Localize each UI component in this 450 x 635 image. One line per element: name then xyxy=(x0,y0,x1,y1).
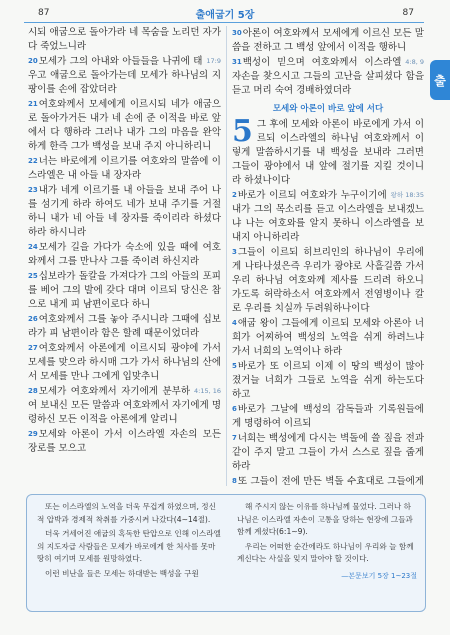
verse-text: 모세가 그의 아내와 아들들을 나귀에 태우고 애굽으로 돌아가는데 모세가 하나님의 지팡이를 손에 잡았더라 xyxy=(28,56,221,95)
verse-number: 8 xyxy=(232,477,237,485)
section-heading: 모세와 아론이 바로 앞에 서다 xyxy=(272,104,384,114)
verse-text: 너는 바로에게 이르기를 여호와의 말씀에 이스라엘은 내 아들 내 장자라 xyxy=(28,156,221,181)
verse xyxy=(28,183,221,240)
verse xyxy=(232,188,424,245)
commentary-box xyxy=(26,494,426,612)
verse-number: 22 xyxy=(28,157,38,165)
column-divider xyxy=(226,26,227,486)
verse-text: 여호와께서 그를 놓아 주시니라 그때에 십보라가 피 남편이라 함은 할례 때문이었더라 xyxy=(28,314,221,339)
verse xyxy=(28,154,221,183)
verse-number: 21 xyxy=(28,100,38,108)
verse-text: 바로가 그날에 백성의 감독들과 기록원들에게 명령하여 이르되 xyxy=(232,404,424,429)
verse-number: 20 xyxy=(28,57,38,65)
verse-number: 25 xyxy=(28,272,38,280)
verse-text: 그 후에 모세와 아론이 바로에게 가서 이르되 이스라엘의 하나님 여호와께서 이렇게 말씀하시기를 내 백성을 보내라 그러면 그들이 광야에서 내 앞에 절기를 지킬 것이니라 하셨나이다 xyxy=(232,119,424,186)
verse-number: 31 xyxy=(232,58,242,66)
verse-number: 28 xyxy=(28,387,38,395)
verse-text: 바로가 이르되 여호와가 누구이기에 내가 그의 목소리를 듣고 이스라엘을 보내겠느냐 나는 여호와를 알지 못하니 이스라엘을 보내지 아니하리라 xyxy=(232,190,424,243)
verse xyxy=(232,245,424,316)
verse-number: 7 xyxy=(232,434,237,442)
verse xyxy=(232,474,424,486)
verse xyxy=(232,55,424,98)
commentary-paragraph: 우리는 어떠한 순간에라도 하나님이 우리와 늘 함께 계신다는 사실을 잊지 말아야 할 것이다. xyxy=(237,541,414,563)
verse-text: 아론이 여호와께서 모세에게 이르신 모든 말씀을 전하고 그 백성 앞에서 이적을 행하니 xyxy=(232,28,424,53)
cross-reference: 17:9 xyxy=(206,57,221,65)
verse-text: 애굽 왕이 그들에게 이르되 모세와 아론아 너희가 어찌하여 백성의 노역을 쉬게 하려느냐 가서 너희의 노역이나 하라 xyxy=(232,318,424,357)
commentary-paragraph: 이런 비난을 들은 모세는 하대받는 백성을 구원 xyxy=(45,568,199,578)
right-column xyxy=(232,26,424,486)
verse-number: 29 xyxy=(28,430,38,438)
verse xyxy=(28,54,221,97)
verse-text: 모세가 길을 가다가 숙소에 있을 때에 여호와께서 그를 만나사 그를 죽이려 하신지라 xyxy=(28,242,221,267)
verse-number: 4 xyxy=(232,319,237,327)
verse-number: 26 xyxy=(28,315,38,323)
verse-number: 6 xyxy=(232,405,237,413)
verse xyxy=(232,26,424,55)
verse-number: 23 xyxy=(28,186,38,194)
verse-text: 내가 네게 이르기를 내 아들을 보내 주어 나를 섬기게 하라 하여도 네가 보내 주기를 거절하니 내가 네 아들 네 장자를 죽이리라 하셨다 하라 하시니라 xyxy=(28,185,221,238)
verse xyxy=(28,312,221,341)
verse xyxy=(232,359,424,402)
cross-reference: 4:8, 9 xyxy=(405,58,424,66)
verse xyxy=(232,431,424,474)
verse-number: 24 xyxy=(28,243,38,251)
verse-text: 모세와 아론이 가서 이스라엘 자손의 모든 장로를 모으고 xyxy=(28,429,221,454)
verse xyxy=(28,97,221,154)
verse-text: 여호와께서 모세에게 이르시되 네가 애굽으로 돌아가거든 내가 네 손에 준 이적을 바로 앞에서 다 행하라 그러나 내가 그의 마음을 완악하게 한즉 그가 백성을 보내 주지 아니하리니 xyxy=(28,99,221,152)
verse xyxy=(232,402,424,431)
verse xyxy=(28,240,221,269)
verse-number: 5 xyxy=(232,362,237,370)
verse xyxy=(232,114,424,188)
verse xyxy=(28,269,221,312)
verse-number: 2 xyxy=(232,191,237,199)
verse-text: 또 그들이 전에 만든 벽돌 수효대로 그들에게 xyxy=(237,476,424,486)
verse-text: 너희는 백성에게 다시는 벽돌에 쓸 짚을 전과 같이 주지 말고 그들이 가서 스스로 짚을 줍게 하라 xyxy=(232,433,424,472)
verse-text: 바로가 또 이르되 이제 이 땅의 백성이 많아졌거늘 너희가 그들로 노역을 쉬게 하는도다 하고 xyxy=(232,361,424,400)
book-side-tab[interactable]: 출 xyxy=(430,60,450,100)
verse xyxy=(28,427,221,456)
verse xyxy=(232,316,424,359)
page-number-left: 87 xyxy=(38,8,50,18)
verse-text: 그들이 이르되 히브리인의 하나님이 우리에게 나타나셨은즉 우리가 광야로 사흘길쯤 가서 우리 하나님 여호와께 제사를 드리려 하오니 가도록 허락하소서 여호와께서 전염병이나 칼로 우리를 치실까 두려워하나이다 xyxy=(232,247,424,314)
commentary-paragraph: 더욱 거세어진 애굽의 혹독한 탄압으로 인해 이스라엘의 지도자급 사람들은 모세가 바로에게 한 처사를 못마땅히 여기며 모세를 원망하였다. xyxy=(37,529,221,563)
commentary-left xyxy=(37,501,222,582)
header-divider xyxy=(24,22,424,23)
verse-text: 여호와께서 아론에게 이르시되 광야에 가서 모세를 맞으라 하시매 그가 가서 하나님의 산에서 모세를 만나 그에게 입맞추니 xyxy=(28,343,221,382)
page-number-right: 87 xyxy=(402,8,414,18)
verse-number: 30 xyxy=(232,29,242,37)
commentary-right xyxy=(237,501,417,582)
verse-number: 27 xyxy=(28,344,38,352)
verse-text: 모세가 여호와께서 자기에게 분부하여 보내신 모든 말씀과 여호와께서 자기에게 명령하신 모든 이적을 아론에게 알리니 xyxy=(28,386,221,425)
verse-text: 시되 애굽으로 돌아가라 네 목숨을 노리던 자가 다 죽었느니라 xyxy=(28,27,221,52)
verse xyxy=(28,384,221,427)
cross-reference: 왕하 18:35 xyxy=(390,191,424,199)
commentary-paragraph: 또는 이스라엘의 노역을 더욱 무겁게 하였으며, 정신적 압박과 경제적 착취를 가중시켜 나갔다(4~14절). xyxy=(37,502,216,524)
cross-reference: 4:15, 16 xyxy=(194,387,221,395)
chapter-number: 5 xyxy=(232,114,253,149)
page-title: 출애굽기 5장 xyxy=(195,10,255,21)
commentary-citation: —본문보기 5장 1~23절 xyxy=(341,571,417,580)
commentary-paragraph: 해 주시지 않는 이유를 하나님께 물었다. 그러나 하나님은 이스라엘 자손이 고통을 당하는 현장에 그들과 함께 계셨다(6:1~9). xyxy=(237,502,413,536)
verse-text: 백성이 믿으며 여호와께서 이스라엘 자손을 찾으시고 그들의 고난을 살피셨다 함을 듣고 머리 숙여 경배하였더라 xyxy=(232,57,424,96)
left-column xyxy=(28,26,221,486)
verse-number: 3 xyxy=(232,248,237,256)
verse xyxy=(28,26,221,54)
verse-text: 십보라가 돌칼을 가져다가 그의 아들의 포피를 베어 그의 발에 갖다 대며 이르되 당신은 참으로 내게 피 남편이로다 하니 xyxy=(28,271,221,310)
page-header xyxy=(0,6,450,22)
verse xyxy=(28,341,221,384)
